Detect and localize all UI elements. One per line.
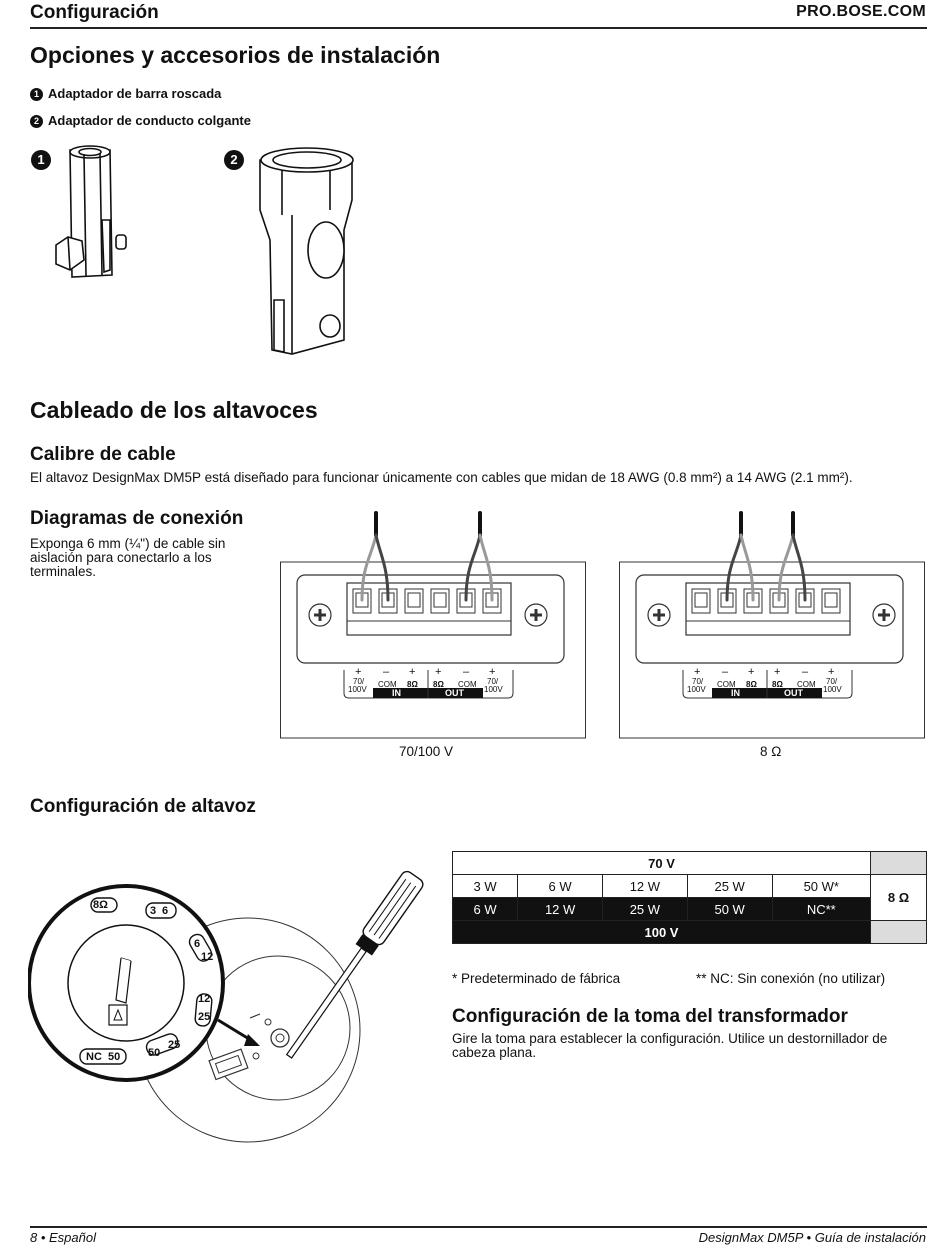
brand-url[interactable]: PRO.BOSE.COM [796,3,926,20]
table-cell: 6 W [453,898,518,921]
callout-number: 1 [30,88,43,101]
table-footer-100v: 100 V [453,921,871,944]
dial-label: 12 [198,993,211,1005]
terminal-label: 100V [687,685,706,694]
terminal-sign: – [383,666,390,678]
footer-page: 8 • Español [30,1230,96,1245]
table-cell: 25 W [687,875,772,898]
table-gray-cell [871,852,927,875]
terminal-label-in: IN [731,688,740,698]
table-cell: 12 W [518,898,603,921]
diagram-caption-8-ohm: 8 Ω [760,744,782,759]
header-rule [30,27,927,29]
dial-label: 25 [198,1011,211,1023]
terminal-sign: – [722,666,729,678]
table-cell: 50 W [687,898,772,921]
terminal-sign: + [409,666,416,678]
tap-title: Configuración de la toma del transformador [452,1006,848,1027]
table-row-100v [453,898,927,921]
diagrams-text: Exponga 6 mm (¼") de cable sin aislación para conectarlo a los terminales. [30,536,226,579]
table-cell: 6 W [518,875,603,898]
tap-setting-table [452,851,927,944]
note-default: * Predeterminado de fábrica [452,971,621,986]
terminal-sign: – [463,666,470,678]
terminal-sign: + [828,666,835,678]
diagrams-title: Diagramas de conexión [30,508,244,529]
terminal-label: 70/ [692,677,704,686]
callout-number: 2 [30,115,43,128]
threaded-rod-adapter-illustration [50,140,140,290]
terminal-label: 100V [348,685,367,694]
connection-diagram-8-ohm [619,505,925,739]
install-item-1 [30,86,221,101]
dial-label: 3 [150,905,157,917]
dial-label: 6 [162,905,169,917]
table-header-70v: 70 V [453,852,871,875]
speaker-config-title: Configuración de altavoz [30,796,256,817]
table-cell: 25 W [603,898,688,921]
footer-doc-title: DesignMax DM5P • Guía de instalación [698,1230,926,1245]
terminal-label: 70/ [353,677,365,686]
table-cell: 50 W* [772,875,870,898]
terminal-label-out: OUT [784,688,803,698]
diagram-caption-70-100v: 70/100 V [399,744,454,759]
terminal-label: COM [458,680,477,689]
terminal-sign: – [802,666,809,678]
gauge-title: Calibre de cable [30,444,176,465]
terminal-sign: + [774,666,781,678]
wiring-title: Cableado de los altavoces [30,397,318,423]
callout-1-badge: 1 [31,150,51,170]
terminal-sign: + [435,666,442,678]
terminal-block-drawing [619,505,925,739]
dial-label: 50 [148,1047,161,1059]
dial-label: 8Ω [93,899,108,911]
dial-labels [28,848,428,1148]
terminal-label: 70/ [487,677,499,686]
install-item-2 [30,113,251,128]
table-cell: 3 W [453,875,518,898]
dial-label: NC [86,1051,102,1063]
table-cell: 12 W [603,875,688,898]
terminal-label: COM [378,680,397,689]
conduit-pendant-adapter-illustration [252,140,367,360]
table-gray-cell [871,921,927,944]
table-row-70v [453,875,927,898]
install-item-label: Adaptador de conducto colgante [48,113,251,128]
tap-text: Gire la toma para establecer la configuración. Utilice un destornillador de cabeza plana. [452,1031,888,1060]
terminal-block-drawing [280,505,586,739]
terminal-label-in: IN [392,688,401,698]
terminal-label: 100V [484,685,503,694]
terminal-sign: + [748,666,755,678]
terminal-sign: + [489,666,496,678]
section-header: Configuración [30,2,159,23]
dial-label: 25 [168,1039,181,1051]
dial-label: 12 [201,951,214,963]
terminal-label: COM [717,680,736,689]
callout-2-badge: 2 [224,150,244,170]
terminal-label: 100V [823,685,842,694]
terminal-sign: + [355,666,362,678]
connection-diagram-70-100v [280,505,586,739]
terminal-sign: + [694,666,701,678]
terminal-label-out: OUT [445,688,464,698]
dial-label: 6 [194,938,201,950]
terminal-label: 8Ω [772,680,783,689]
terminal-label: 8Ω [433,680,444,689]
gauge-text: El altavoz DesignMax DM5P está diseñado para funcionar únicamente con cables que midan de 18 AWG (0.8 mm²) a 14 AWG (2.1 mm²). [30,470,853,485]
terminal-label: 70/ [826,677,838,686]
install-title: Opciones y accesorios de instalación [30,42,441,68]
terminal-label: 8Ω [746,680,757,689]
terminal-label: 8Ω [407,680,418,689]
note-nc: ** NC: Sin conexión (no utilizar) [696,971,886,986]
table-side-8-ohm: 8 Ω [871,875,927,921]
install-item-label: Adaptador de barra roscada [48,86,222,101]
footer-rule [30,1226,927,1228]
terminal-label: COM [797,680,816,689]
table-cell: NC** [772,898,870,921]
dial-label: 50 [108,1051,121,1063]
